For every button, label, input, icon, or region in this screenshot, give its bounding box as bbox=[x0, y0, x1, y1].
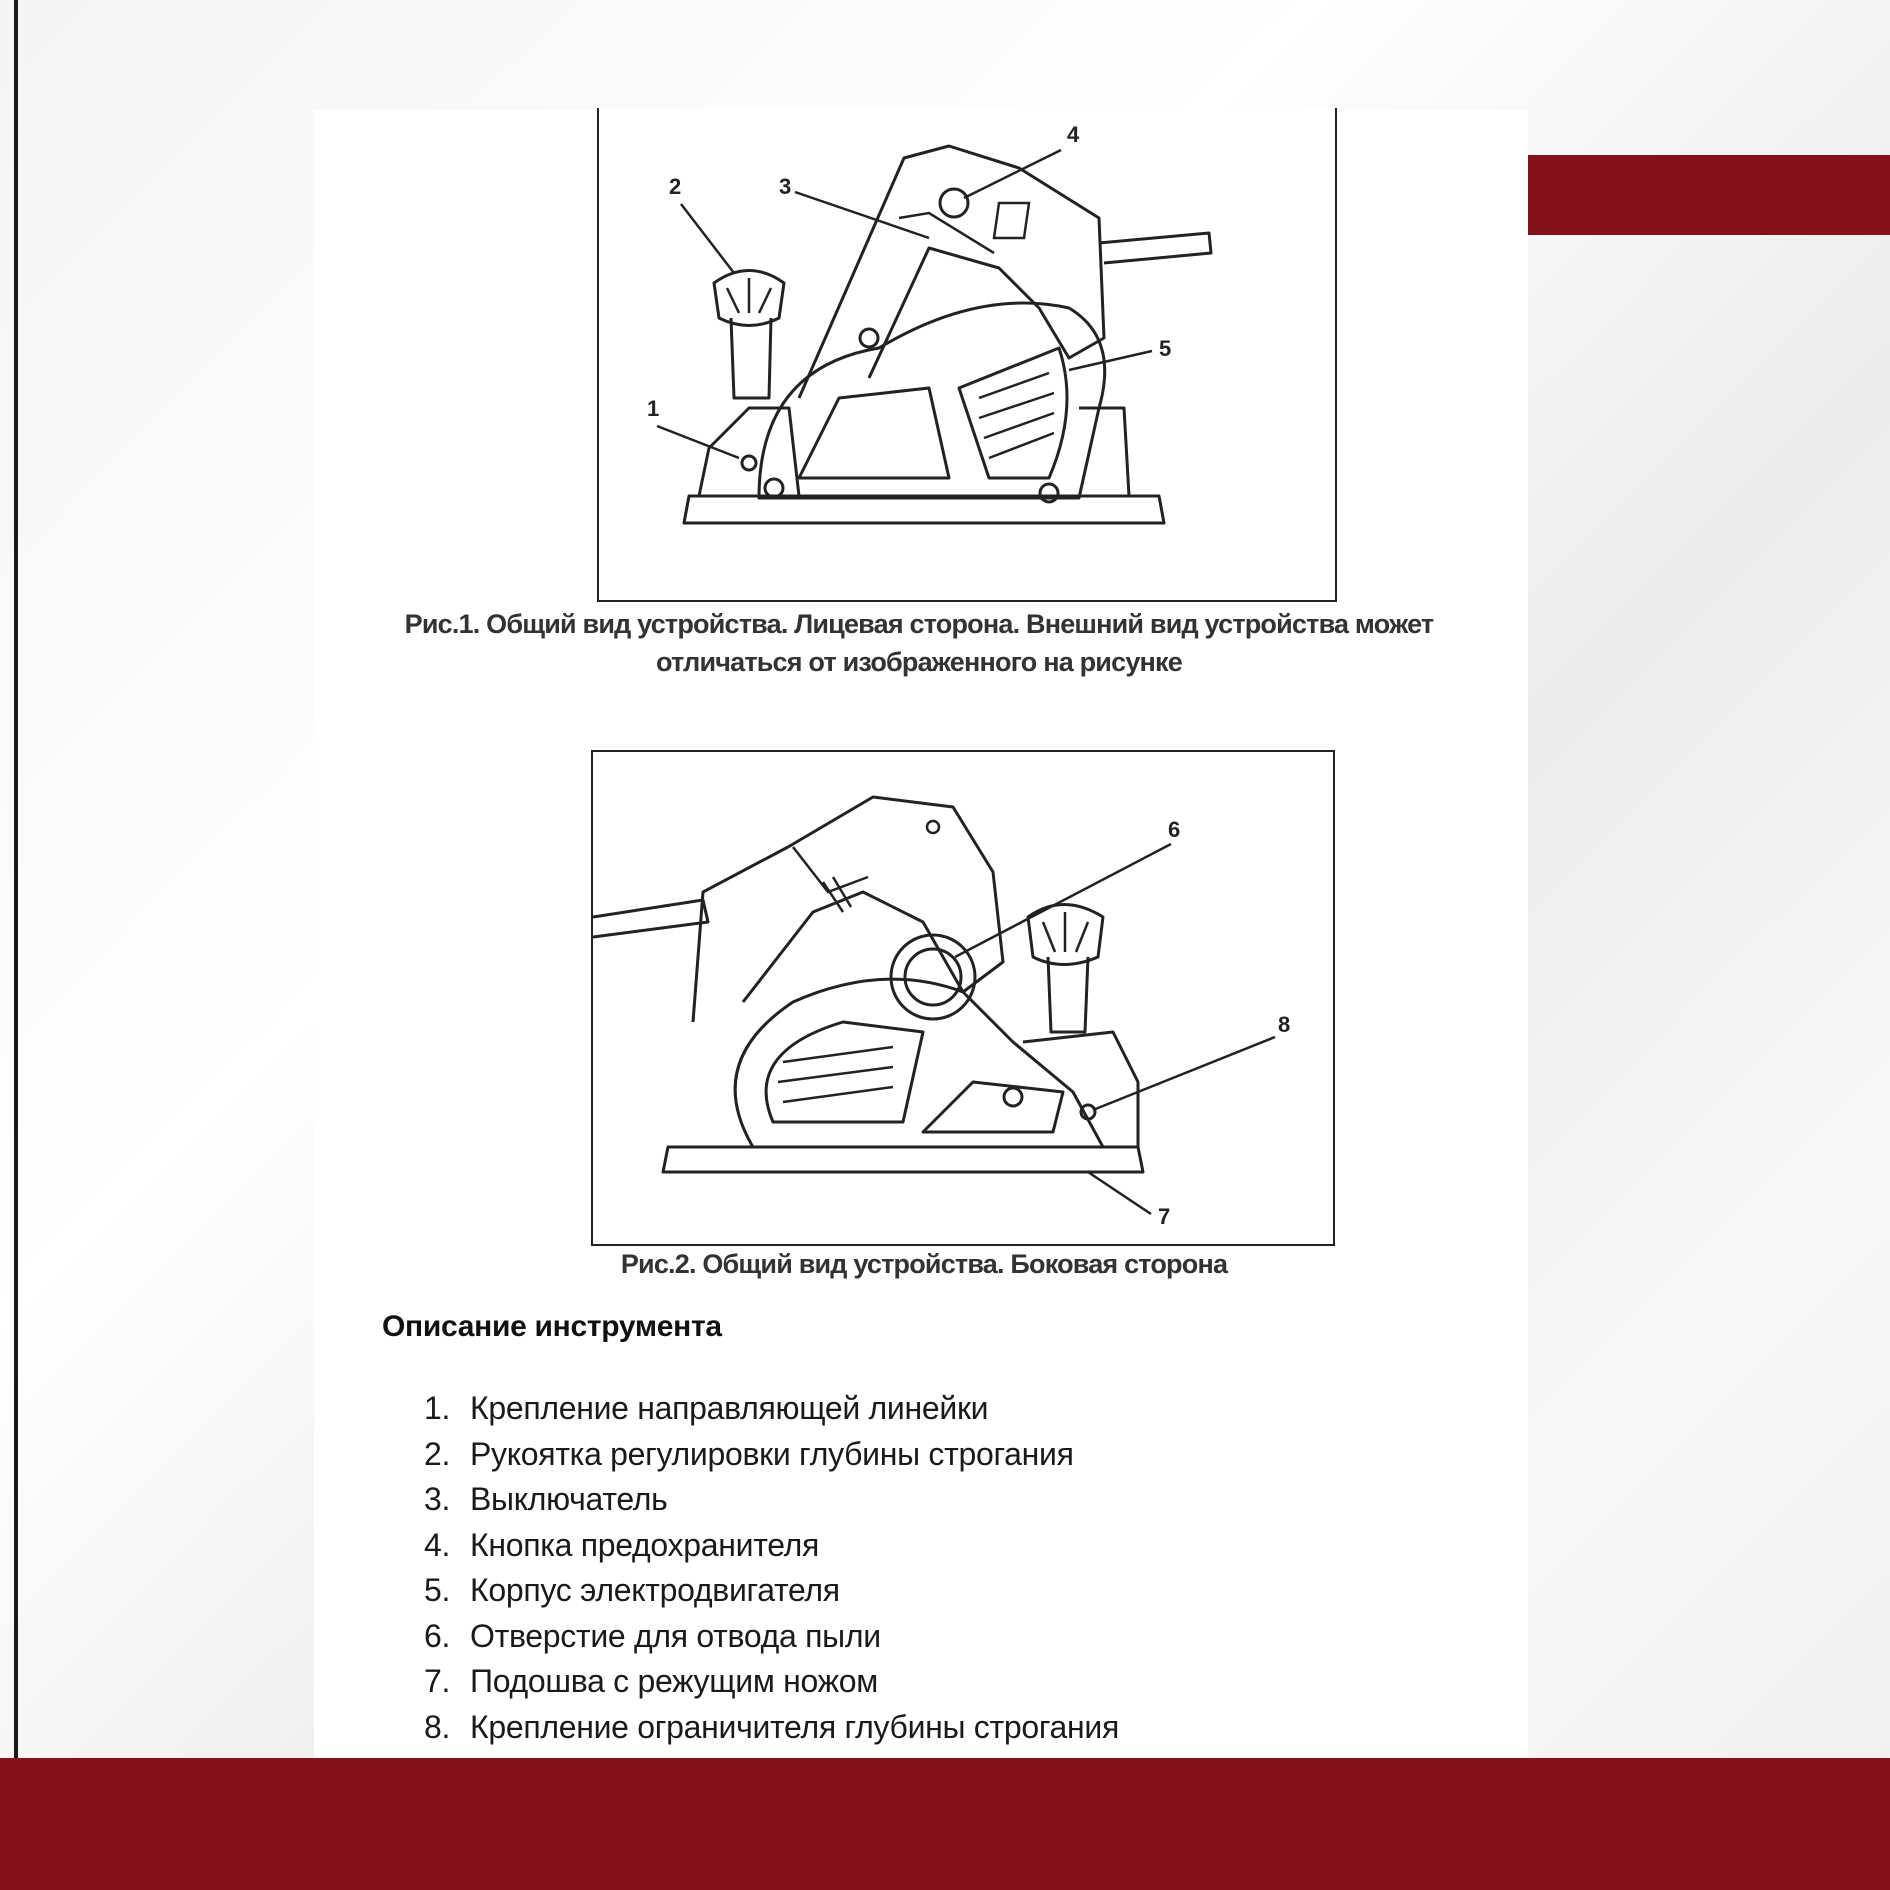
planer-sole bbox=[663, 1147, 1143, 1172]
switch-outline bbox=[793, 847, 868, 892]
housing-panel-right bbox=[923, 1082, 1063, 1132]
callout-4: 4 bbox=[1067, 122, 1080, 147]
list-item bbox=[424, 1477, 1119, 1523]
vent-grille bbox=[994, 203, 1029, 238]
planer-rear-body bbox=[1079, 408, 1129, 496]
planer-handle bbox=[799, 146, 1104, 398]
housing-panel-left bbox=[799, 388, 949, 478]
housing-vents bbox=[778, 1047, 893, 1102]
list-item-text: Выключатель bbox=[470, 1481, 668, 1517]
callout-7-line bbox=[1088, 1172, 1151, 1214]
list-item-number: 3. bbox=[424, 1481, 451, 1517]
power-cord bbox=[593, 900, 708, 937]
figure-1-front-view bbox=[597, 108, 1337, 602]
decorative-band-bottom bbox=[0, 1758, 1890, 1890]
callout-1: 1 bbox=[647, 396, 660, 421]
decorative-band-top-right bbox=[1528, 155, 1890, 235]
list-item-number: 8. bbox=[424, 1708, 451, 1745]
list-item bbox=[424, 1386, 1119, 1432]
callout-6: 6 bbox=[1168, 817, 1181, 842]
figure-2-side-view bbox=[591, 750, 1335, 1246]
housing-screw-left bbox=[765, 479, 783, 497]
depth-knob-stem bbox=[1048, 957, 1088, 1032]
list-item-number: 6. bbox=[424, 1617, 451, 1654]
planer-front-drawing bbox=[599, 108, 1335, 600]
callout-2-line bbox=[681, 204, 734, 273]
left-border-line bbox=[14, 0, 18, 1760]
callout-8: 8 bbox=[1278, 1012, 1291, 1037]
list-item-text: Крепление направляющей линейки bbox=[470, 1390, 989, 1426]
list-item bbox=[424, 1568, 1119, 1614]
callout-2: 2 bbox=[669, 174, 682, 199]
housing-vents bbox=[979, 373, 1054, 458]
list-item-text: Рукоятка регулировки глубины строгания bbox=[470, 1435, 1074, 1472]
list-item-number: 2. bbox=[424, 1435, 451, 1472]
planer-front-body bbox=[699, 408, 799, 496]
list-item-number: 5. bbox=[424, 1572, 451, 1608]
callout-7: 7 bbox=[1158, 1204, 1171, 1229]
dust-port-inner bbox=[905, 949, 961, 1005]
description-title: Описание инструмента bbox=[382, 1310, 722, 1343]
list-item-text: Отверстие для отвода пыли bbox=[470, 1617, 881, 1654]
handle-rivet bbox=[927, 821, 939, 833]
list-item-text: Кнопка предохранителя bbox=[470, 1526, 820, 1563]
list-item-text: Подошва с режущим ножом bbox=[470, 1663, 878, 1699]
list-item bbox=[424, 1659, 1119, 1705]
safety-button bbox=[940, 189, 968, 217]
list-item-number: 1. bbox=[424, 1390, 451, 1426]
figure-2-caption: Рис.2. Общий вид устройства. Боковая сторона bbox=[620, 1249, 1228, 1279]
callout-4-line bbox=[964, 150, 1061, 198]
parts-list bbox=[424, 1386, 1119, 1750]
planer-side-drawing bbox=[593, 752, 1333, 1244]
guide-mount-hole bbox=[742, 456, 756, 470]
list-item bbox=[424, 1614, 1119, 1660]
housing-screw-top bbox=[860, 329, 878, 347]
depth-knob-grip bbox=[1043, 912, 1088, 952]
callout-5: 5 bbox=[1159, 336, 1172, 361]
list-item-text: Крепление ограничителя глубины строгания bbox=[470, 1708, 1120, 1745]
callout-5-line bbox=[1069, 351, 1152, 370]
housing-screw bbox=[1004, 1088, 1022, 1106]
list-item-number: 7. bbox=[424, 1663, 451, 1699]
list-item-number: 4. bbox=[424, 1526, 451, 1563]
list-item bbox=[424, 1705, 1119, 1751]
depth-knob-grip bbox=[727, 278, 771, 313]
list-item bbox=[424, 1432, 1119, 1478]
callout-3-line bbox=[795, 192, 929, 238]
list-item-text: Корпус электродвигателя bbox=[470, 1572, 840, 1608]
planer-sole bbox=[684, 496, 1164, 523]
housing-panel-left bbox=[766, 1022, 923, 1122]
callout-3: 3 bbox=[779, 174, 792, 199]
power-cord bbox=[1099, 233, 1211, 263]
depth-knob-stem bbox=[731, 318, 771, 398]
figure-1-caption: Рис.1. Общий вид устройства. Лицевая сторона. Внешний вид устройства может отличаться от изображенного на рисунке bbox=[404, 609, 1434, 677]
list-item bbox=[424, 1523, 1119, 1569]
document-page bbox=[314, 110, 1528, 1760]
